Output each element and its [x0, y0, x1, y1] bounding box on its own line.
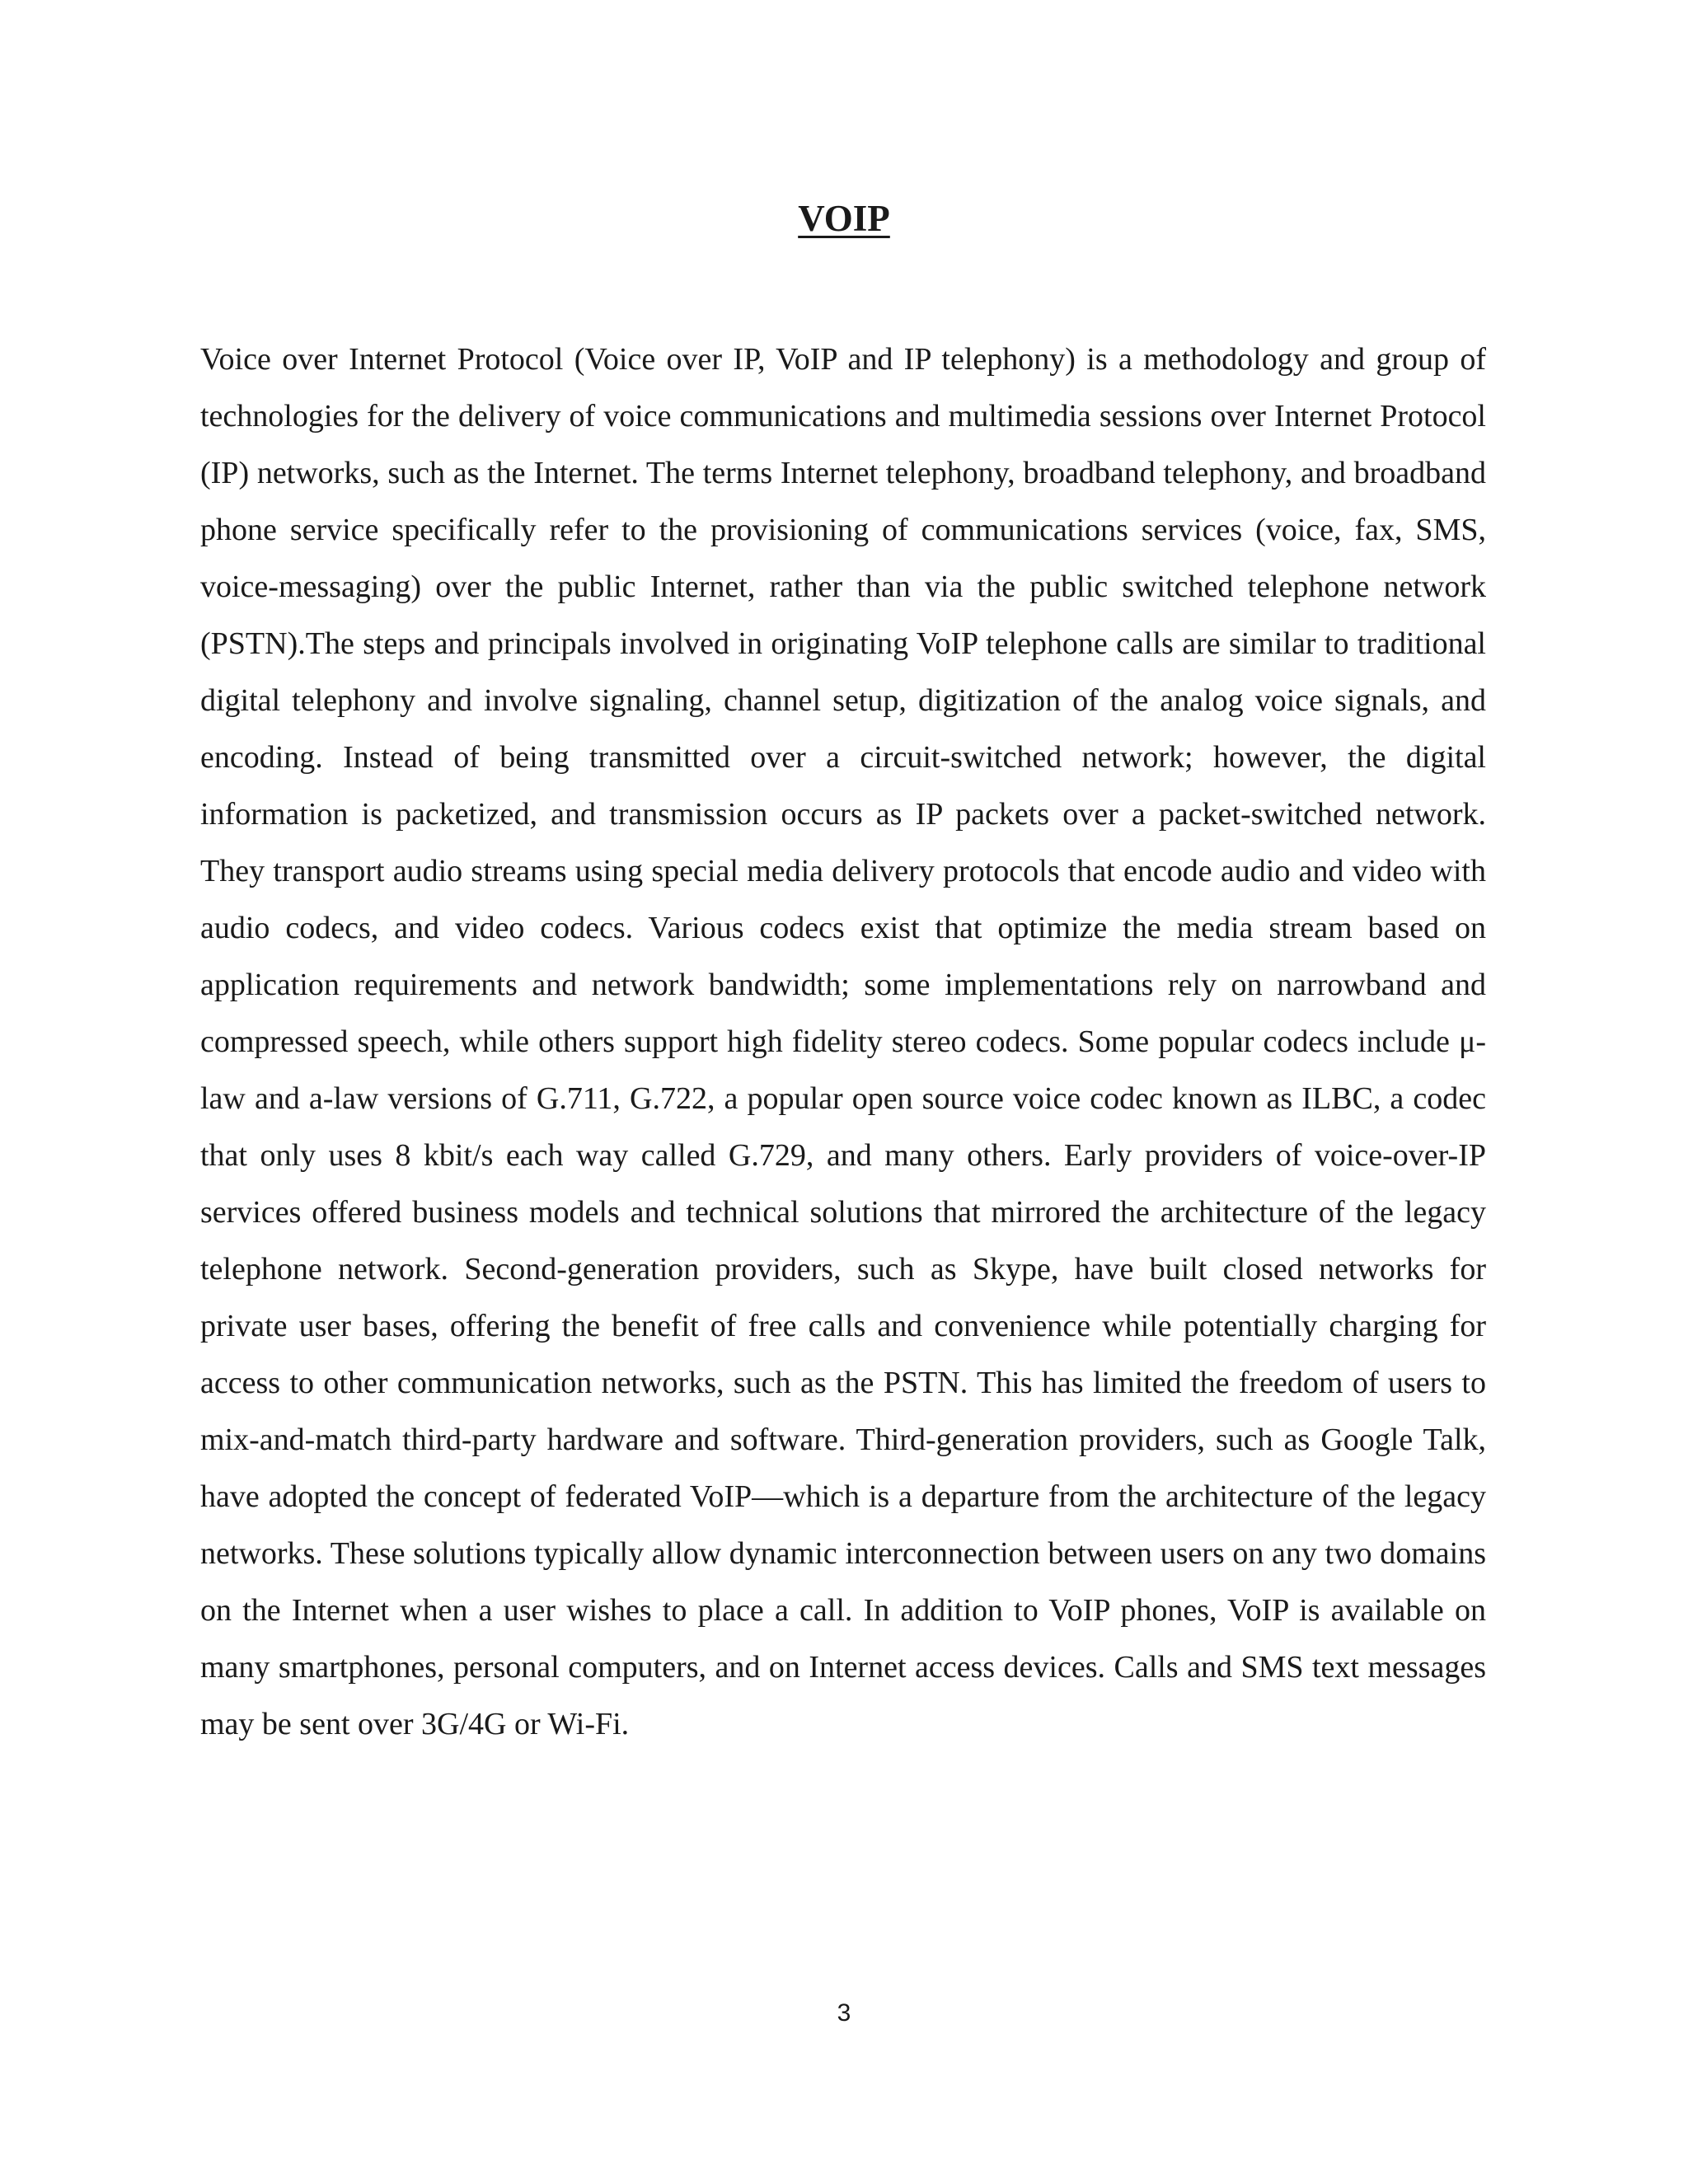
- page-title: VOIP: [798, 198, 890, 239]
- body-paragraph: Voice over Internet Protocol (Voice over IP, VoIP and IP telephony) is a methodology and group of technologies for the delivery of voice communications and multimedia sessions over Internet Protocol (IP) networks, such as the Internet. The terms Internet telephony, broadband telephony, and broadband phone service specifically refer to the provisioning of communications services (voice, fax, SMS, voice-messaging) over the public Internet, rather than via the public switched telephone network (PSTN).The steps and principals involved in originating VoIP telephone calls are similar to traditional digital telephony and involve signaling, channel setup, digitization of the analog voice signals, and encoding. Instead of being transmitted over a circuit-switched network; however, the digital information is packetized, and transmission occurs as IP packets over a packet-switched network. They transport audio streams using special media delivery protocols that encode audio and video with audio codecs, and video codecs. Various codecs exist that optimize the media stream based on application requirements and network bandwidth; some implementations rely on narrowband and compressed speech, while others support high fidelity stereo codecs. Some popular codecs include μ-law and a-law versions of G.711, G.722, a popular open source voice codec known as ILBC, a codec that only uses 8 kbit/s each way called G.729, and many others. Early providers of voice-over-IP services offered business models and technical solutions that mirrored the architecture of the legacy telephone network. Second-generation providers, such as Skype, have built closed networks for private user bases, offering the benefit of free calls and convenience while potentially charging for access to other communication networks, such as the PSTN. This has limited the freedom of users to mix-and-match third-party hardware and software. Third-generation providers, such as Google Talk, have adopted the concept of federated VoIP—which is a departure from the architecture of the legacy networks. These solutions typically allow dynamic interconnection between users on any two domains on the Internet when a user wishes to place a call. In addition to VoIP phones, VoIP is available on many smartphones, personal computers, and on Internet access devices. Calls and SMS text messages may be sent over 3G/4G or Wi-Fi.: [200, 342, 1486, 1741]
- page-number: 3: [837, 1999, 851, 2027]
